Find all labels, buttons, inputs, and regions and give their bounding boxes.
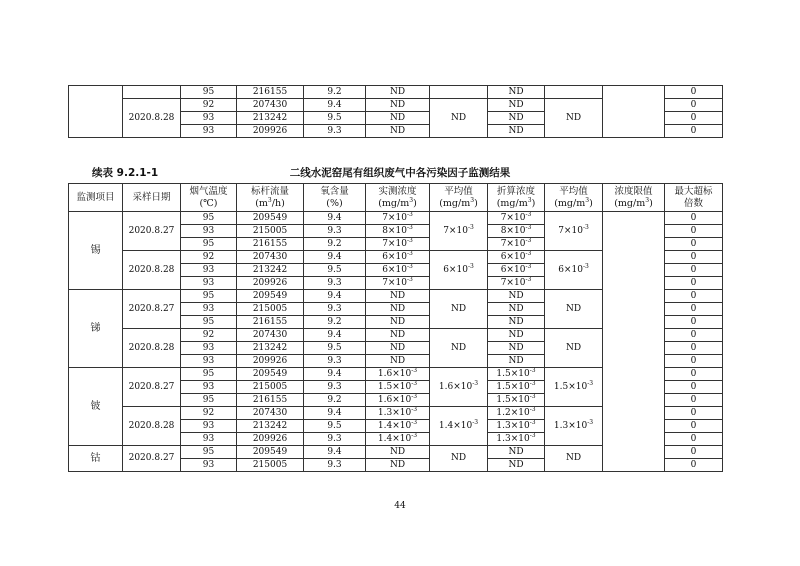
temp-cell: 93 <box>181 225 237 238</box>
temp-cell: 93 <box>181 303 237 316</box>
measured-cell: $1.4\times 10^{-3}$ <box>366 433 430 446</box>
date-cell: 2020.8.27 <box>123 446 181 472</box>
oxygen-cell: 9.3 <box>304 303 366 316</box>
temp-cell: 95 <box>181 368 237 381</box>
header-row <box>69 184 723 212</box>
converted-cell: $1.5\times 10^{-3}$ <box>488 368 545 381</box>
measured-cell: ND <box>366 290 430 303</box>
measured-cell: $1.6\times 10^{-3}$ <box>366 368 430 381</box>
oxygen-cell: 9.5 <box>304 112 366 125</box>
item-cell: 铍 <box>69 368 123 446</box>
item-cell <box>69 86 123 138</box>
measured-cell: ND <box>366 112 430 125</box>
oxygen-cell: 9.5 <box>304 342 366 355</box>
avg-converted-cell: $7\times 10^{-3}$ <box>545 212 603 251</box>
flow-cell: 207430 <box>237 99 304 112</box>
header-oxygen: 氧含量 (%) <box>304 184 366 212</box>
flow-cell: 209549 <box>237 290 304 303</box>
measured-cell: ND <box>366 303 430 316</box>
converted-cell: $6\times 10^{-3}$ <box>488 264 545 277</box>
oxygen-cell: 9.3 <box>304 277 366 290</box>
avg-converted-cell: $6\times 10^{-3}$ <box>545 251 603 290</box>
measured-cell: ND <box>366 86 430 99</box>
max-exceed-cell: 0 <box>665 251 723 264</box>
temp-cell: 93 <box>181 112 237 125</box>
converted-cell: ND <box>488 459 545 472</box>
oxygen-cell: 9.5 <box>304 420 366 433</box>
item-cell: 锑 <box>69 290 123 368</box>
converted-cell: $1.2\times 10^{-3}$ <box>488 407 545 420</box>
max-exceed-cell: 0 <box>665 277 723 290</box>
converted-cell: ND <box>488 446 545 459</box>
flow-cell: 216155 <box>237 238 304 251</box>
measured-cell: $6\times 10^{-3}$ <box>366 251 430 264</box>
flow-cell: 213242 <box>237 420 304 433</box>
max-exceed-cell: 0 <box>665 290 723 303</box>
max-exceed-cell: 0 <box>665 329 723 342</box>
avg-measured-cell: $7\times 10^{-3}$ <box>430 212 488 251</box>
max-exceed-cell: 0 <box>665 446 723 459</box>
flow-cell: 207430 <box>237 407 304 420</box>
header-max-exceed: 最大超标 倍数 <box>665 184 723 212</box>
header-temp: 烟气温度 (℃) <box>181 184 237 212</box>
table-number: 续表 9.2.1-1 <box>92 167 159 179</box>
converted-cell: $6\times 10^{-3}$ <box>488 251 545 264</box>
measured-cell: ND <box>366 446 430 459</box>
avg-measured-cell: $1.4\times 10^{-3}$ <box>430 407 488 446</box>
converted-cell: ND <box>488 112 545 125</box>
avg-measured-cell: ND <box>430 99 488 138</box>
max-exceed-cell: 0 <box>665 394 723 407</box>
max-exceed-cell: 0 <box>665 238 723 251</box>
flow-cell: 216155 <box>237 316 304 329</box>
temp-cell: 93 <box>181 342 237 355</box>
avg-converted-cell: ND <box>545 329 603 368</box>
measured-cell: ND <box>366 329 430 342</box>
table-row <box>69 212 723 225</box>
oxygen-cell: 9.2 <box>304 316 366 329</box>
avg-converted-cell: ND <box>545 290 603 329</box>
oxygen-cell: 9.4 <box>304 99 366 112</box>
max-exceed-cell: 0 <box>665 381 723 394</box>
temp-cell: 95 <box>181 290 237 303</box>
avg-measured-cell: $1.6\times 10^{-3}$ <box>430 368 488 407</box>
oxygen-cell: 9.3 <box>304 381 366 394</box>
max-exceed-cell: 0 <box>665 212 723 225</box>
oxygen-cell: 9.3 <box>304 125 366 138</box>
measured-cell: $1.6\times 10^{-3}$ <box>366 394 430 407</box>
flow-cell: 215005 <box>237 459 304 472</box>
max-exceed-cell: 0 <box>665 99 723 112</box>
temp-cell: 92 <box>181 407 237 420</box>
date-cell: 2020.8.27 <box>123 368 181 407</box>
oxygen-cell: 9.3 <box>304 355 366 368</box>
measured-cell: $7\times 10^{-3}$ <box>366 212 430 225</box>
flow-cell: 207430 <box>237 251 304 264</box>
temp-cell: 93 <box>181 264 237 277</box>
measured-cell: ND <box>366 99 430 112</box>
temp-cell: 93 <box>181 459 237 472</box>
oxygen-cell: 9.4 <box>304 212 366 225</box>
measured-cell: $1.4\times 10^{-3}$ <box>366 420 430 433</box>
oxygen-cell: 9.2 <box>304 238 366 251</box>
converted-cell: ND <box>488 342 545 355</box>
oxygen-cell: 9.3 <box>304 459 366 472</box>
flow-cell: 209926 <box>237 277 304 290</box>
table-row <box>69 86 723 99</box>
converted-cell: ND <box>488 303 545 316</box>
measured-cell: $1.5\times 10^{-3}$ <box>366 381 430 394</box>
header-flow: 标杆流量 $(m^3/h)$ <box>237 184 304 212</box>
oxygen-cell: 9.3 <box>304 433 366 446</box>
header-item: 监测项目 <box>69 184 123 212</box>
flow-cell: 216155 <box>237 394 304 407</box>
oxygen-cell: 9.5 <box>304 264 366 277</box>
flow-cell: 209549 <box>237 212 304 225</box>
temp-cell: 95 <box>181 394 237 407</box>
oxygen-cell: 9.2 <box>304 86 366 99</box>
temp-cell: 92 <box>181 329 237 342</box>
oxygen-cell: 9.4 <box>304 251 366 264</box>
date-cell: 2020.8.28 <box>123 251 181 290</box>
flow-cell: 215005 <box>237 381 304 394</box>
temp-cell: 95 <box>181 212 237 225</box>
converted-cell: ND <box>488 125 545 138</box>
converted-cell: $1.5\times 10^{-3}$ <box>488 394 545 407</box>
avg-measured-cell: $6\times 10^{-3}$ <box>430 251 488 290</box>
temp-cell: 93 <box>181 420 237 433</box>
oxygen-cell: 9.4 <box>304 446 366 459</box>
date-cell: 2020.8.27 <box>123 212 181 251</box>
limit-cell <box>603 212 665 472</box>
measured-cell: ND <box>366 459 430 472</box>
page-number: 44 <box>394 501 406 511</box>
temp-cell: 93 <box>181 125 237 138</box>
converted-cell: $7\times 10^{-3}$ <box>488 277 545 290</box>
oxygen-cell: 9.4 <box>304 407 366 420</box>
avg-converted-cell: ND <box>545 99 603 138</box>
temp-cell: 95 <box>181 238 237 251</box>
oxygen-cell: 9.4 <box>304 290 366 303</box>
avg-converted-cell: ND <box>545 446 603 472</box>
converted-cell: $7\times 10^{-3}$ <box>488 212 545 225</box>
flow-cell: 213242 <box>237 342 304 355</box>
date-cell <box>123 86 181 99</box>
flow-cell: 213242 <box>237 264 304 277</box>
temp-cell: 93 <box>181 277 237 290</box>
oxygen-cell: 9.4 <box>304 329 366 342</box>
max-exceed-cell: 0 <box>665 125 723 138</box>
converted-cell: $7\times 10^{-3}$ <box>488 238 545 251</box>
avg-measured-cell <box>430 86 488 99</box>
date-cell: 2020.8.28 <box>123 99 181 138</box>
date-cell: 2020.8.27 <box>123 290 181 329</box>
temp-cell: 93 <box>181 355 237 368</box>
max-exceed-cell: 0 <box>665 86 723 99</box>
item-cell: 钴 <box>69 446 123 472</box>
max-exceed-cell: 0 <box>665 225 723 238</box>
measured-cell: ND <box>366 342 430 355</box>
flow-cell: 209926 <box>237 433 304 446</box>
max-exceed-cell: 0 <box>665 368 723 381</box>
measured-cell: $7\times 10^{-3}$ <box>366 277 430 290</box>
date-cell: 2020.8.28 <box>123 407 181 446</box>
max-exceed-cell: 0 <box>665 316 723 329</box>
converted-cell: ND <box>488 290 545 303</box>
temp-cell: 93 <box>181 381 237 394</box>
temp-cell: 95 <box>181 446 237 459</box>
temp-cell: 93 <box>181 433 237 446</box>
header-avg-measured: 平均值 $(mg/m^3)$ <box>430 184 488 212</box>
flow-cell: 213242 <box>237 112 304 125</box>
max-exceed-cell: 0 <box>665 433 723 446</box>
max-exceed-cell: 0 <box>665 407 723 420</box>
avg-converted-cell: $1.3\times 10^{-3}$ <box>545 407 603 446</box>
flow-cell: 215005 <box>237 225 304 238</box>
max-exceed-cell: 0 <box>665 420 723 433</box>
max-exceed-cell: 0 <box>665 459 723 472</box>
table-title: 二线水泥窑尾有组织废气中各污染因子监测结果 <box>289 167 511 179</box>
avg-converted-cell <box>545 86 603 99</box>
flow-cell: 209926 <box>237 125 304 138</box>
converted-cell: ND <box>488 329 545 342</box>
limit-cell <box>603 86 665 138</box>
header-avg-converted: 平均值 $(mg/m^3)$ <box>545 184 603 212</box>
max-exceed-cell: 0 <box>665 264 723 277</box>
oxygen-cell: 9.3 <box>304 225 366 238</box>
max-exceed-cell: 0 <box>665 303 723 316</box>
converted-cell: $8\times 10^{-3}$ <box>488 225 545 238</box>
temp-cell: 95 <box>181 86 237 99</box>
converted-cell: ND <box>488 86 545 99</box>
measured-cell: ND <box>366 316 430 329</box>
measured-cell: $6\times 10^{-3}$ <box>366 264 430 277</box>
converted-cell: $1.5\times 10^{-3}$ <box>488 381 545 394</box>
measured-cell: $8\times 10^{-3}$ <box>366 225 430 238</box>
item-cell: 锡 <box>69 212 123 290</box>
header-converted: 折算浓度 $(mg/m^3)$ <box>488 184 545 212</box>
header-limit: 浓度限值 $(mg/m^3)$ <box>603 184 665 212</box>
avg-measured-cell: ND <box>430 329 488 368</box>
measured-cell: ND <box>366 355 430 368</box>
header-measured: 实测浓度 $(mg/m^3)$ <box>366 184 430 212</box>
temp-cell: 92 <box>181 99 237 112</box>
date-cell: 2020.8.28 <box>123 329 181 368</box>
flow-cell: 209926 <box>237 355 304 368</box>
converted-cell: ND <box>488 316 545 329</box>
flow-cell: 209549 <box>237 446 304 459</box>
max-exceed-cell: 0 <box>665 342 723 355</box>
measured-cell: $1.3\times 10^{-3}$ <box>366 407 430 420</box>
avg-converted-cell: $1.5\times 10^{-3}$ <box>545 368 603 407</box>
temp-cell: 95 <box>181 316 237 329</box>
temp-cell: 92 <box>181 251 237 264</box>
measured-cell: ND <box>366 125 430 138</box>
measured-cell: $7\times 10^{-3}$ <box>366 238 430 251</box>
continuation-table <box>68 85 723 138</box>
header-date: 采样日期 <box>123 184 181 212</box>
oxygen-cell: 9.2 <box>304 394 366 407</box>
converted-cell: ND <box>488 355 545 368</box>
avg-measured-cell: ND <box>430 446 488 472</box>
oxygen-cell: 9.4 <box>304 368 366 381</box>
flow-cell: 215005 <box>237 303 304 316</box>
converted-cell: $1.3\times 10^{-3}$ <box>488 420 545 433</box>
max-exceed-cell: 0 <box>665 112 723 125</box>
flow-cell: 209549 <box>237 368 304 381</box>
converted-cell: $1.3\times 10^{-3}$ <box>488 433 545 446</box>
flow-cell: 207430 <box>237 329 304 342</box>
max-exceed-cell: 0 <box>665 355 723 368</box>
results-table <box>68 183 723 472</box>
converted-cell: ND <box>488 99 545 112</box>
flow-cell: 216155 <box>237 86 304 99</box>
avg-measured-cell: ND <box>430 290 488 329</box>
